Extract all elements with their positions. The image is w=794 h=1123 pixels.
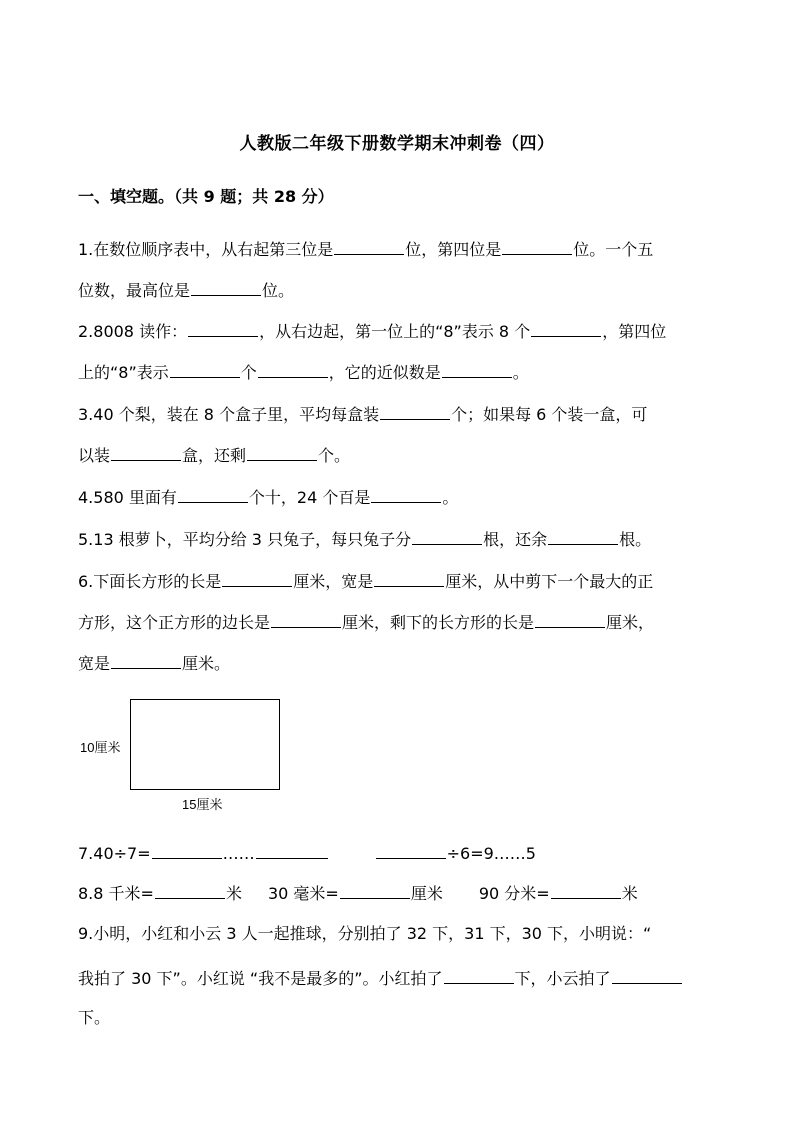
question-text: 1.在数位顺序表中，从右起第三位是 (78, 240, 334, 259)
question-text: ，它的近似数是 (328, 363, 441, 382)
answer-blank[interactable] (376, 840, 446, 859)
question-text: 位。 (262, 281, 295, 300)
question-text: 2.8008 读作： (78, 322, 188, 341)
question-text: 位数，最高位是 (78, 281, 191, 300)
question-text: 厘米，剩下的长方形的长是 (342, 613, 535, 632)
answer-blank[interactable] (188, 318, 258, 337)
question-5-line-1 (78, 526, 651, 552)
question-text: ，从右边起，第一位上的“8”表示 8 个 (259, 322, 531, 341)
question-6-line-3 (78, 650, 230, 676)
question-text: 90 分米= (478, 884, 550, 903)
answer-blank[interactable] (152, 840, 222, 859)
answer-blank[interactable] (442, 359, 512, 378)
question-text: 我拍了 30 下”。小红说 “我不是最多的”。小红拍了 (78, 969, 443, 988)
question-text: 厘米。 (182, 654, 231, 673)
question-text: 8.8 千米= (78, 884, 154, 903)
question-9-line-3 (78, 1006, 110, 1030)
answer-blank[interactable] (412, 526, 482, 545)
answer-blank[interactable] (258, 359, 328, 378)
answer-blank[interactable] (531, 318, 601, 337)
question-1-line-2 (78, 277, 294, 303)
question-7-line-1 (78, 840, 536, 866)
question-4-line-1 (78, 484, 458, 510)
answer-blank[interactable] (374, 568, 444, 587)
question-text: 根，还余 (483, 530, 548, 549)
answer-blank[interactable] (170, 359, 240, 378)
rectangle-width-label: 15厘米 (182, 797, 223, 812)
question-text: ，第四位 (602, 322, 667, 341)
question-text: 4.580 里面有 (78, 488, 177, 507)
question-text: 7.40÷7= (78, 844, 151, 863)
answer-blank[interactable] (548, 526, 618, 545)
question-text: 下，小云拍了 (514, 969, 611, 988)
answer-blank[interactable] (444, 965, 514, 984)
answer-blank[interactable] (256, 840, 328, 859)
question-text: 6.下面长方形的长是 (78, 572, 222, 591)
question-6-line-2 (78, 609, 654, 635)
question-9-line-2 (78, 965, 683, 991)
answer-blank[interactable] (222, 568, 292, 587)
question-text: 个；如果每 6 个装一盒，可 (451, 405, 648, 424)
question-text: 根。 (619, 530, 652, 549)
question-text: 个。 (318, 446, 351, 465)
answer-blank[interactable] (535, 609, 605, 628)
rectangle-figure (130, 699, 280, 790)
section-heading: 一、填空题。（共 9 题；共 28 分） (78, 187, 334, 206)
answer-blank[interactable] (340, 880, 410, 899)
question-text: 位，第四位是 (405, 240, 502, 259)
answer-blank[interactable] (191, 277, 261, 296)
rectangle-height-label: 10厘米 (80, 740, 121, 755)
question-text: ÷6=9……5 (446, 844, 536, 863)
question-text: 米 (225, 884, 242, 903)
question-text: …… (222, 844, 255, 863)
question-text: 以装 (78, 446, 111, 465)
question-text: 。 (442, 488, 459, 507)
answer-blank[interactable] (111, 442, 181, 461)
question-text: 9.小明，小红和小云 3 人一起推球，分别拍了 32 下，31 下，30 下，小明说：“ (78, 924, 652, 943)
question-text: 宽是 (78, 654, 111, 673)
answer-blank[interactable] (502, 236, 572, 255)
question-3-line-1 (78, 401, 647, 427)
question-text: 厘米 (410, 884, 443, 903)
question-1-line-1 (78, 236, 653, 262)
answer-blank[interactable] (380, 401, 450, 420)
question-8-line-1 (78, 880, 638, 906)
question-text: 位。一个五 (573, 240, 654, 259)
question-6-line-1 (78, 568, 653, 594)
answer-blank[interactable] (612, 965, 682, 984)
answer-blank[interactable] (178, 484, 248, 503)
question-3-line-2 (78, 442, 350, 468)
question-text: 厘米，从中剪下一个最大的正 (445, 572, 654, 591)
answer-blank[interactable] (334, 236, 404, 255)
question-text: 厘米， (606, 613, 655, 632)
question-text: 个 (240, 363, 257, 382)
answer-blank[interactable] (271, 609, 341, 628)
question-text: 盒，还剩 (182, 446, 247, 465)
question-text: 个十，24 个百是 (248, 488, 371, 507)
question-text: 上的“8”表示 (78, 363, 169, 382)
question-2-line-2 (78, 359, 529, 385)
question-text: 米 (621, 884, 638, 903)
question-text: 下。 (78, 1008, 111, 1027)
answer-blank[interactable] (111, 650, 181, 669)
question-text: 30 毫米= (267, 884, 339, 903)
question-text: 方形，这个正方形的边长是 (78, 613, 271, 632)
question-2-line-1 (78, 318, 666, 344)
question-text: 厘米，宽是 (293, 572, 374, 591)
question-text: 3.40 个梨，装在 8 个盒子里，平均每盒装 (78, 405, 380, 424)
answer-blank[interactable] (247, 442, 317, 461)
answer-blank[interactable] (551, 880, 621, 899)
page-title: 人教版二年级下册数学期末冲刺卷（四） (239, 134, 555, 154)
question-text: 5.13 根萝卜，平均分给 3 只兔子，每只兔子分 (78, 530, 412, 549)
question-9-line-1 (78, 922, 651, 946)
question-text: 。 (512, 363, 529, 382)
answer-blank[interactable] (155, 880, 225, 899)
answer-blank[interactable] (371, 484, 441, 503)
